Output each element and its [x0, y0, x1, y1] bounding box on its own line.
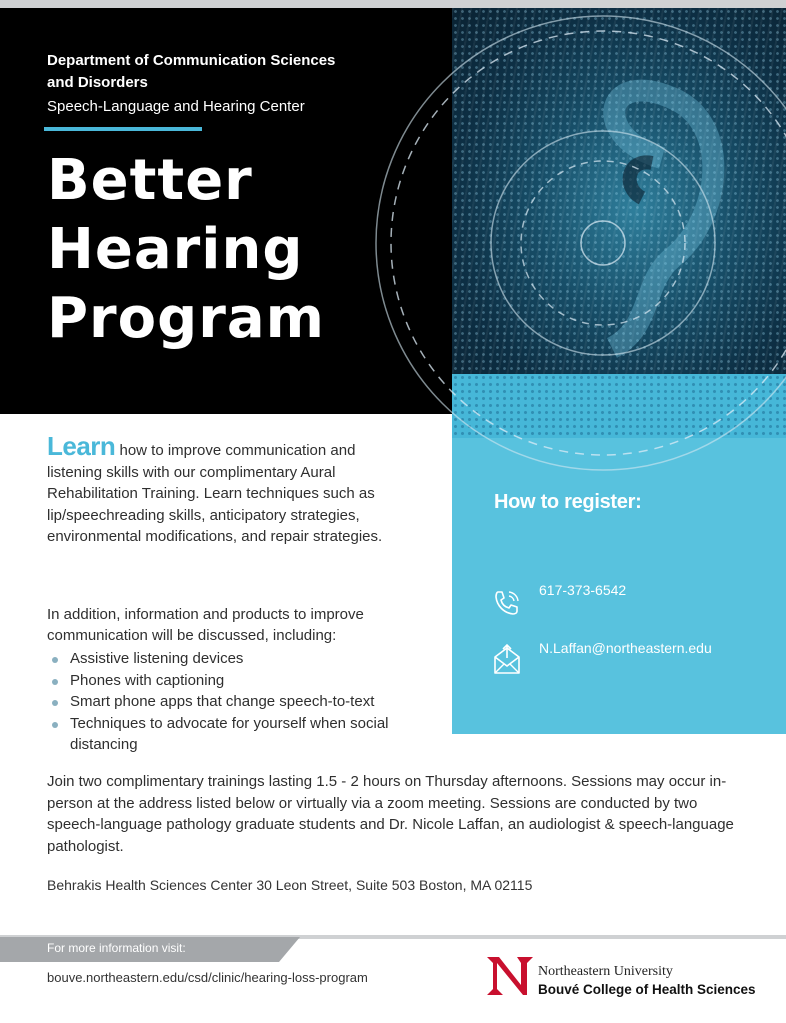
- program-url-link[interactable]: bouve.northeastern.edu/csd/clinic/hearing-loss-program: [47, 970, 368, 985]
- department-name: Department of Communication Sciences and Disorders: [47, 52, 336, 91]
- title-line: Program: [47, 286, 325, 351]
- email-link[interactable]: N.Laffan@northeastern.edu: [539, 640, 712, 656]
- intro-text: how to improve communication and listening skills with our complimentary Aural Rehabilitation Training. Learn techniques such as lip/speechreading skills, anticipatory strategies, environmental modifications, and repair strategies.: [47, 442, 383, 545]
- northeastern-n-logo-icon: [485, 953, 535, 997]
- phone-icon: [492, 588, 522, 618]
- lead-word: Learn: [47, 431, 116, 461]
- university-name: Northeastern University: [538, 964, 673, 979]
- list-item: Assistive listening devices: [47, 648, 427, 670]
- list-item: Techniques to advocate for yourself when social distancing: [47, 713, 427, 756]
- cyan-dotted-band: [452, 374, 786, 438]
- bullet-icon: [52, 679, 58, 685]
- list-item: Phones with captioning: [47, 670, 427, 692]
- ear-image: [452, 8, 786, 374]
- mail-icon: [492, 642, 522, 676]
- additional-paragraph: In addition, information and products to improve communication will be discussed, including:: [47, 606, 364, 644]
- page-title: [47, 146, 325, 353]
- list-item: Smart phone apps that change speech-to-text: [47, 691, 427, 713]
- accent-divider: [44, 127, 202, 131]
- topics-list: [47, 648, 427, 756]
- center-name: Speech-Language and Hearing Center: [47, 98, 305, 115]
- title-line: Hearing: [47, 217, 304, 282]
- college-name: Bouvé College of Health Sciences: [538, 982, 756, 997]
- address: Behrakis Health Sciences Center 30 Leon Street, Suite 503 Boston, MA 02115: [47, 877, 533, 893]
- footer-label: For more information visit:: [47, 941, 186, 955]
- top-band: [0, 0, 786, 8]
- bullet-icon: [52, 657, 58, 663]
- register-heading: How to register:: [494, 491, 642, 513]
- ear-illustration: [452, 8, 786, 374]
- title-line: Better: [47, 148, 253, 213]
- session-details: Join two complimentary trainings lasting 1.5 - 2 hours on Thursday afternoons. Sessions may occur in-person at the address listed below or virtually via a zoom meeting. Sessions are conducted by two speech-language pathology graduate students and Dr. Nicole Laffan, an audiologist & speech-language pathologist.: [47, 773, 734, 855]
- phone-link[interactable]: 617-373-6542: [539, 582, 627, 598]
- intro-paragraph: [47, 431, 407, 548]
- bullet-icon: [52, 700, 58, 706]
- bullet-icon: [52, 722, 58, 728]
